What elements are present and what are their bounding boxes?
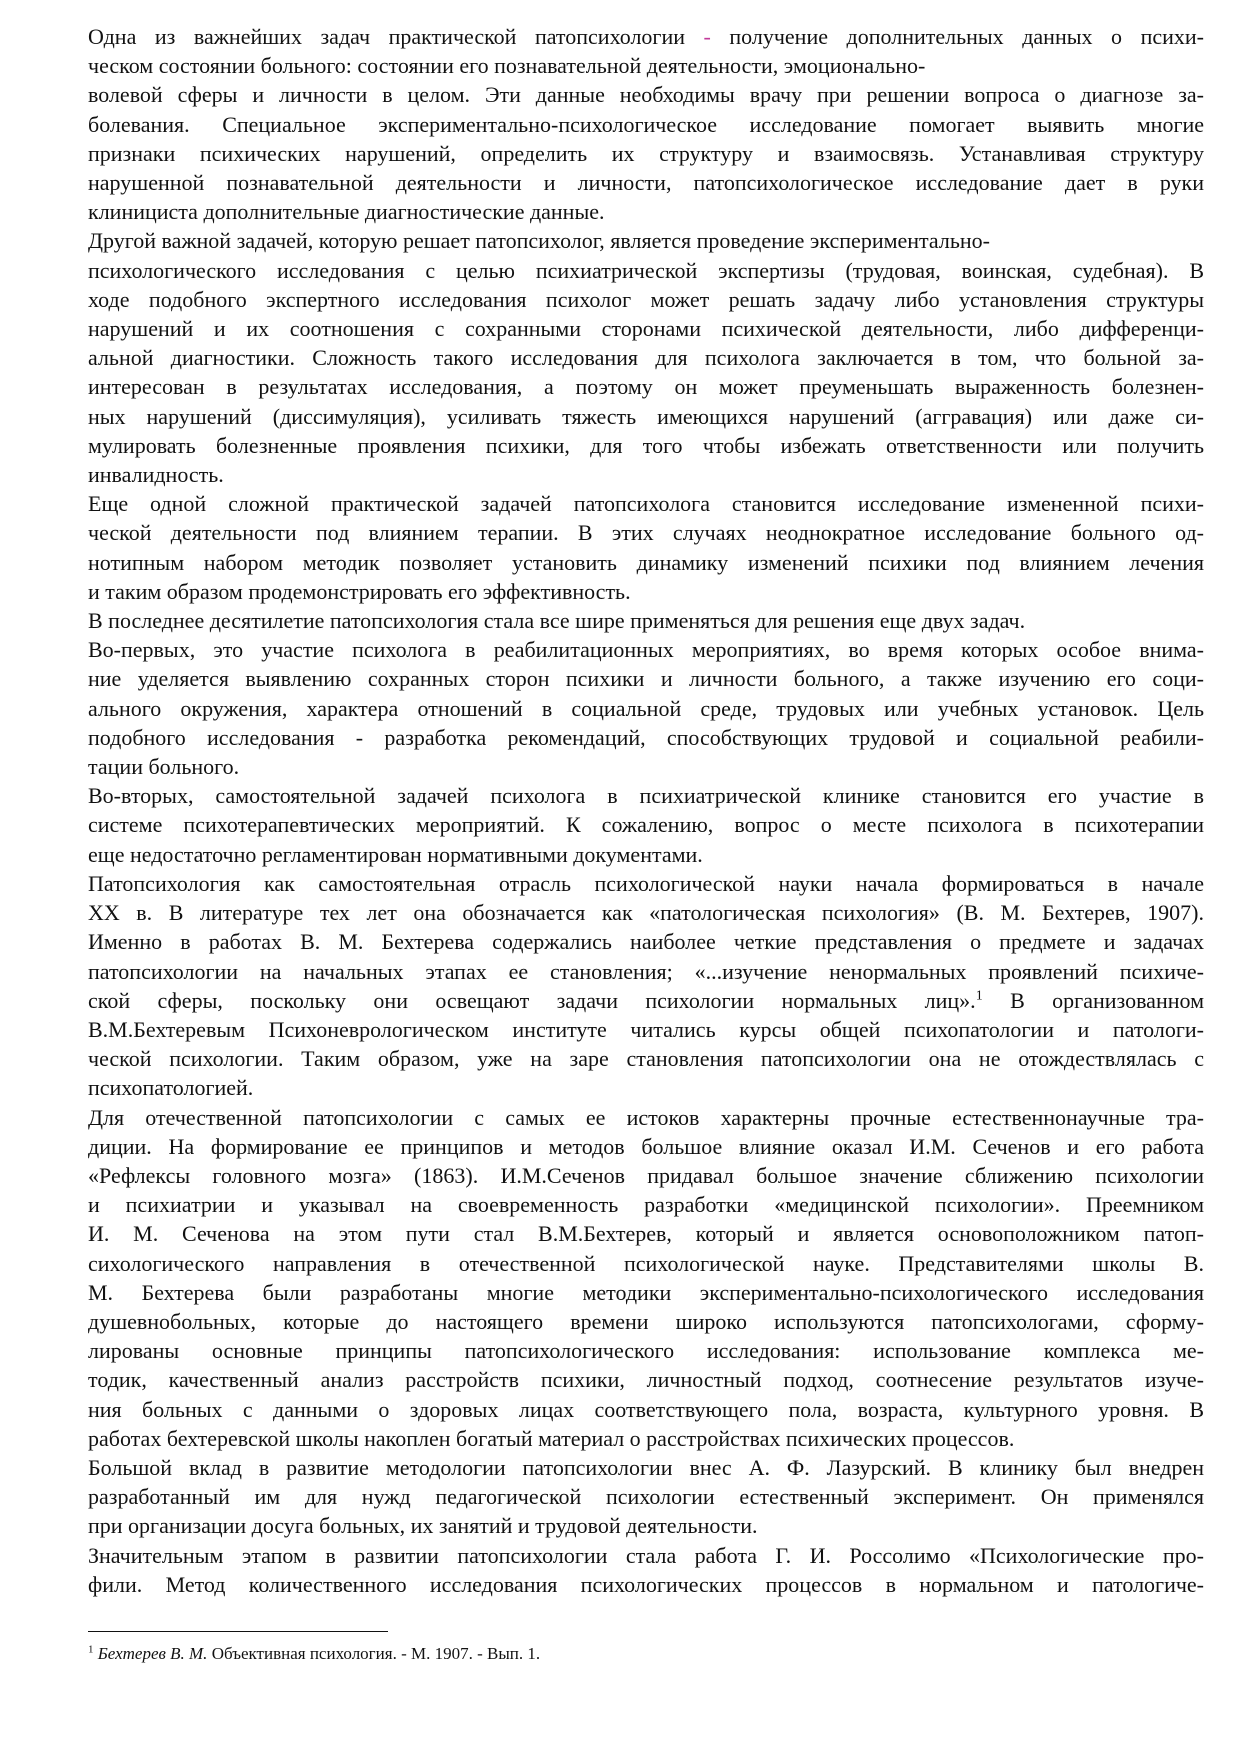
text-line-content: тодик, качественный анализ расстройств психики, личностный подход, соотнесение результатов изуче- [88,1367,1204,1393]
text-line [88,285,1204,314]
text-line-content: нарушенной познавательной деятельности и личности, патопсихологическое исследование дает в руки [88,170,1204,196]
text-line-content: ходе подобного экспертного исследования психолог может решать задачу либо установления структуры [88,286,1204,312]
text-line-content: и таким образом продемонстрировать его эффективность. [88,578,631,604]
text-line-content: интересован в результатах исследования, а поэтому он может преуменьшать выраженность болезнен- [88,374,1204,400]
text-line [88,1424,1204,1453]
text-line [88,1482,1204,1511]
text-line-content: Во-первых, это участие психолога в реабилитационных мероприятиях, во время которых особое внима- [88,637,1204,663]
text-line-content: лированы основные принципы патопсихологического исследования: использование комплекса ме- [88,1338,1204,1364]
footnote-text: Объективная психология. - М. 1907. - Вып. 1. [207,1644,541,1663]
text-line [88,314,1204,343]
text-line-content: В организованном [982,987,1204,1013]
text-line-content: Патопсихология как самостоятельная отрасль психологической науки начала формироваться в начале [88,870,1204,896]
text-line [88,343,1204,372]
footnote-marker: 1 [88,1643,94,1656]
text-line-content: диции. На формирование ее принципов и методов большое влияние оказал И.М. Сеченов и его работа [88,1133,1204,1159]
text-line-content: Другой важной задачей, которую решает патопсихолог, является проведение экспериментально- [88,228,990,254]
text-line-content: Большой вклад в развитие методологии патопсихологии внес А. Ф. Лазурский. В клинику был внедрен [88,1454,1204,1480]
text-line [88,1015,1204,1044]
text-line [88,1395,1204,1424]
text-line-content: признаки психических нарушений, определить их структуру и взаимосвязь. Устанавливая структуру [88,140,1204,166]
footnote-reference: 1 [975,988,983,1004]
text-line-content: ния больных с данными о здоровых лицах соответствующего пола, возраста, культурного уровня. В [88,1396,1204,1422]
text-line-content: альной диагностики. Сложность такого исследования для психолога заключается в том, что больной за- [88,345,1204,371]
text-line [88,431,1204,460]
text-line [88,781,1204,810]
text-line-content: Именно в работах В. М. Бехтерева содержались наиболее четкие представления о предмете и задачах [88,929,1204,955]
footnote-author: Бехтерев В. М. [97,1644,208,1663]
footnote-separator [88,1631,388,1632]
text-line [88,1190,1204,1219]
text-line-content: В последнее десятилетие патопсихология стала все шире применяться для решения еще двух задач. [88,608,1026,634]
text-line-content: Еще одной сложной практической задачей патопсихолога становится исследование измененной психи- [88,491,1204,517]
text-line [88,635,1204,664]
footnote [88,1643,1188,1665]
text-line-content: патопсихологии на начальных этапах ее становления; «...изучение ненормальных проявлений психиче- [88,958,1204,984]
text-line [88,1307,1204,1336]
text-line-content: Для отечественной патопсихологии с самых ее истоков характерны прочные естественнонаучные тра- [88,1104,1204,1130]
text-line [88,372,1204,401]
text-line [88,1132,1204,1161]
text-line [88,1365,1204,1394]
text-line [88,548,1204,577]
text-line-content: сихологического направления в отечественной психологической науке. Представителями школы В. [88,1250,1204,1276]
text-line-content: ской сферы, поскольку они освещают задачи психологии нормальных лиц». [88,987,976,1013]
text-line [88,139,1204,168]
text-line-content: «Рефлексы головного мозга» (1863). И.М.Сеченов придавал большое значение сближению психологии [88,1162,1204,1188]
text-line-content: мулировать болезненные проявления психики, для того чтобы избежать ответственности или получить [88,432,1204,458]
text-line [88,197,1204,226]
text-line-content: психологического исследования с целью психиатрической экспертизы (трудовая, воинская, судебная). В [88,257,1204,283]
text-line [88,168,1204,197]
text-line-content: и психиатрии и указывал на своевременность разработки «медицинской психологии». Преемником [88,1192,1204,1218]
text-line [88,460,1204,489]
text-line [88,664,1204,693]
text-line-content: душевнобольных, которые до настоящего времени широко используются патопсихологами, сформу- [88,1308,1204,1334]
main-text-body [88,22,1204,1599]
text-line [88,1073,1204,1102]
text-line-content: И. М. Сеченова на этом пути стал В.М.Бехтерев, который и является основоположником патоп- [88,1221,1204,1247]
text-line [88,957,1204,986]
text-line-content: системе психотерапевтических мероприятий. К сожалению, вопрос о месте психолога в психотерапии [88,812,1204,838]
text-line [88,577,1204,606]
text-line-content: М. Бехтерева были разработаны многие методики экспериментально-психологического исследования [88,1279,1204,1305]
text-line [88,1103,1204,1132]
text-line [88,1219,1204,1248]
text-line [88,1044,1204,1073]
text-line [88,752,1204,781]
text-line-content: Значительным этапом в развитии патопсихологии стала работа Г. И. Россолимо «Психологические про- [88,1542,1204,1568]
text-line [88,1570,1204,1599]
text-line [88,22,1204,51]
text-line-content: ческой психологии. Таким образом, уже на заре становления патопсихологии она не отождествлялась с [88,1046,1204,1072]
text-line-content: нотипным набором методик позволяет установить динамику изменений психики под влиянием лечения [88,549,1204,575]
text-line [88,840,1204,869]
text-line [88,402,1204,431]
text-line-content: XX в. В литературе тех лет она обозначается как «патологическая психология» (В. М. Бехтерев, 1907). [88,900,1204,926]
text-line [88,723,1204,752]
text-line-content: ческой деятельности под влиянием терапии. В этих случаях неоднократное исследование больного од- [88,520,1204,546]
text-line-content: подобного исследования - разработка рекомендаций, способствующих трудовой и социальной реабили- [88,724,1204,750]
text-line [88,869,1204,898]
text-line [88,606,1204,635]
text-line-content: еще недостаточно регламентирован нормативными документами. [88,841,703,867]
text-line [88,1249,1204,1278]
text-line-content: ных нарушений (диссимуляция), усиливать тяжесть имеющихся нарушений (аггравация) или даже си- [88,403,1204,429]
text-line-content: тации больного. [88,754,240,780]
text-line [88,1511,1204,1540]
text-line-content: при организации досуга больных, их занятий и трудовой деятельности. [88,1513,758,1539]
text-line-content: Во-вторых, самостоятельной задачей психолога в психиатрической клинике становится его участие в [88,783,1204,809]
text-line-content: ние уделяется выявлению сохранных сторон психики и личности больного, а также изучению его соци- [88,666,1204,692]
text-line-content: получение дополнительных данных о психи- [710,24,1204,49]
text-line [88,927,1204,956]
text-line [88,518,1204,547]
text-line-content: нарушений и их соотношения с сохранными сторонами психической деятельности, либо дифференци- [88,316,1204,342]
text-line-content: волевой сферы и личности в целом. Эти данные необходимы врачу при решении вопроса о диагнозе за- [88,82,1204,108]
text-line-content: Одна из важнейших задач практической патопсихологии [88,24,704,49]
text-line [88,51,1204,80]
text-line-content: ального окружения, характера отношений в социальной среде, трудовых или учебных установок. Цель [88,695,1204,721]
text-line-content: работах бехтеревской школы накоплен богатый материал о расстройствах психических процессов. [88,1425,1015,1451]
text-line [88,986,1204,1015]
text-line-content: фили. Метод количественного исследования психологических процессов в нормальном и патологиче- [88,1571,1204,1597]
text-line-content: ческом состоянии больного: состоянии его познавательной деятельности, эмоционально- [88,53,926,79]
text-line-content: В.М.Бехтеревым Психоневрологическом институте читались курсы общей психопатологии и патологи- [88,1016,1204,1042]
text-line-content: психопатологией. [88,1075,254,1101]
text-line-content: инвалидность. [88,462,224,488]
text-line-content: разработанный им для нужд педагогической психологии естественный эксперимент. Он применялся [88,1484,1204,1510]
text-line [88,256,1204,285]
text-line [88,694,1204,723]
text-line [88,1278,1204,1307]
text-line [88,1161,1204,1190]
text-line [88,1541,1204,1570]
highlighted-dash: - [703,24,711,49]
text-line [88,898,1204,927]
text-line [88,1453,1204,1482]
text-line-content: клинициста дополнительные диагностические данные. [88,199,605,225]
text-line [88,1336,1204,1365]
text-line [88,110,1204,139]
text-line [88,810,1204,839]
text-line [88,226,1204,255]
text-line [88,80,1204,109]
text-line [88,489,1204,518]
text-line-content: болевания. Специальное экспериментально-психологическое исследование помогает выявить многие [88,111,1204,137]
